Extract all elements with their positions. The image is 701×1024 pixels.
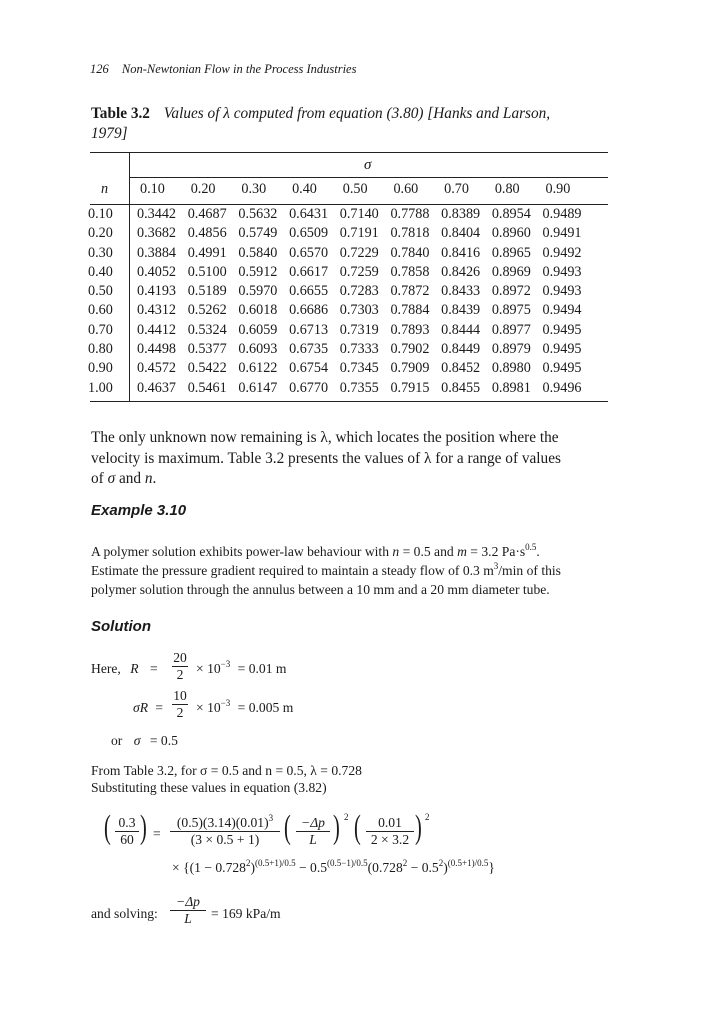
- table-cell: 0.4687: [187, 206, 227, 222]
- square-exponent-1: 2: [344, 812, 349, 822]
- table-cell: 0.4052: [137, 263, 177, 280]
- table-cell: 0.3884: [137, 244, 177, 261]
- table-cell: 0.7840: [390, 244, 430, 261]
- table-cell: 0.4312: [137, 302, 177, 319]
- sigma-r-equation: σR =: [133, 700, 164, 715]
- table-caption-line1: Values of λ computed from equation (3.80) [Hanks and Larson,: [163, 105, 551, 122]
- from-table-line: From Table 3.2, for σ = 0.5 and n = 0.5, λ = 0.728: [91, 763, 362, 778]
- table-cell: 0.6509: [289, 225, 329, 242]
- table-cell: 0.8965: [491, 244, 531, 261]
- equation-equals: =: [153, 826, 161, 841]
- table-cell: 0.6147: [238, 379, 278, 396]
- table-cell: 0.7303: [339, 302, 379, 319]
- table-body: [88, 205, 593, 398]
- table-cell: 0.8981: [491, 379, 531, 396]
- table-cell: 0.8979: [491, 341, 531, 358]
- table-cell: 0.6686: [289, 302, 329, 319]
- table-cell: 0.8954: [491, 206, 531, 222]
- table-row: [88, 340, 593, 359]
- table-cell: 0.8977: [491, 321, 531, 338]
- table-sigma-values: [140, 181, 596, 198]
- table-cell: 0.4637: [137, 379, 177, 396]
- table-cell: 0.6122: [238, 360, 278, 377]
- table-cell: 0.8449: [441, 341, 481, 358]
- table-row-n: 0.20: [88, 225, 113, 242]
- table-cell: 0.6018: [238, 302, 278, 319]
- table-cell: 0.5749: [238, 225, 278, 242]
- left-paren-1: (: [104, 809, 111, 846]
- body-line2: velocity is maximum. Table 3.2 presents the values of λ for a range of values: [91, 449, 561, 467]
- table-cell: 0.9491: [542, 225, 582, 242]
- r-equation: Here, R =: [91, 661, 158, 676]
- table-cell: 0.4193: [137, 283, 177, 300]
- table-bottom-rule: [90, 401, 608, 402]
- table-cell: 0.7902: [390, 341, 430, 358]
- example-line1: A polymer solution exhibits power-law behaviour with n = 0.5 and m = 3.2 $Pa\cdot s^{0.5}$.: [91, 542, 540, 559]
- table-row-n: 0.60: [88, 302, 113, 319]
- table-row: [88, 301, 593, 320]
- table-cell: 0.5100: [187, 263, 227, 280]
- sigma-r-result: × $10^{-3} = 0.005$ m: [196, 698, 294, 715]
- sigma-equation: or σ = 0.5: [111, 733, 178, 748]
- solution-heading: Solution: [91, 618, 151, 635]
- table-cell: 0.7319: [339, 321, 379, 338]
- table-cell: 0.6570: [289, 244, 329, 261]
- book-title: Non-Newtonian Flow in the Process Industries: [121, 62, 357, 76]
- table-cell: 0.3682: [137, 225, 177, 242]
- body-line3: of σ and n.: [91, 470, 157, 487]
- solving-label: and solving:: [91, 906, 158, 921]
- left-paren-3: (: [354, 809, 361, 846]
- table-sigma-value: 0.90: [545, 181, 571, 197]
- right-paren-1: ): [140, 809, 147, 846]
- table-cell: 0.6617: [289, 263, 329, 280]
- table-cell: 0.6713: [289, 321, 329, 338]
- solve-result: = 169 kPa/m: [211, 906, 281, 921]
- table-cell: 0.7259: [339, 263, 379, 280]
- table-cell: 0.8980: [491, 360, 531, 377]
- table-row: [88, 321, 593, 340]
- table-cell: 0.9495: [542, 360, 582, 377]
- table-cell: 0.9493: [542, 283, 582, 300]
- body-paragraph: [91, 428, 609, 490]
- table-cell: 0.8433: [441, 283, 481, 300]
- table-cell: 0.8975: [491, 302, 531, 319]
- r-fraction: $\frac{20}{2}$: [173, 650, 187, 682]
- table-cell: 0.8455: [441, 379, 481, 396]
- table-caption-line2: 1979]: [91, 125, 128, 142]
- coefficient-fraction: $\frac{(0.5)(3.14)(0.01)^3}{(3 \times 0.5 + 1)}$: [170, 815, 280, 848]
- table-row-n: 0.90: [88, 360, 113, 377]
- table-row-n: 0.50: [88, 283, 113, 300]
- dp-fraction: $\frac{-\Delta p}{L}$: [296, 815, 330, 848]
- table-header-row: [88, 181, 596, 198]
- table-sigma-value: 0.40: [292, 181, 317, 197]
- table-row: [88, 282, 593, 301]
- table-sigma-value: 0.60: [393, 181, 419, 197]
- page-number: 126: [90, 62, 109, 76]
- table-cell: 0.6754: [289, 360, 329, 377]
- table-cell: 0.4572: [137, 360, 177, 377]
- substituting-line: Substituting these values in equation (3.82): [91, 780, 327, 795]
- example-line2: Estimate the pressure gradient required to maintain a steady flow of 0.3 $m^3/\min$ of this: [91, 561, 561, 578]
- table-cell: 0.7915: [390, 379, 430, 396]
- table-cell: 0.9489: [542, 206, 582, 222]
- table-cell: 0.8969: [491, 263, 531, 280]
- table-cell: 0.7333: [339, 341, 379, 358]
- table-cell: 0.9495: [542, 341, 582, 358]
- table-cell: 0.5189: [187, 283, 227, 300]
- radius-fraction: $\frac{0.01}{2 \times 3.2}$: [366, 815, 414, 848]
- table-cell: 0.8389: [441, 206, 481, 222]
- table-cell: 0.7858: [390, 263, 430, 280]
- table-row: [88, 359, 593, 378]
- right-paren-2: ): [333, 809, 340, 846]
- table-cell: 0.7345: [339, 360, 379, 377]
- table-sigma-value: 0.10: [140, 181, 165, 197]
- table-cell: 0.8972: [491, 283, 531, 300]
- left-paren-2: (: [284, 809, 291, 846]
- table-top-rule: [90, 152, 608, 153]
- table-cell: 0.5970: [238, 283, 278, 300]
- flow-fraction: $\frac{0.3}{60}$: [115, 815, 139, 848]
- table-cell: 0.5377: [187, 341, 227, 358]
- table-cell: 0.9496: [542, 379, 582, 396]
- body-line1: The only unknown now remaining is λ, which locates the position where the: [91, 429, 559, 446]
- table-cell: 0.9492: [542, 244, 582, 261]
- table-cell: 0.7788: [390, 206, 430, 222]
- square-exponent-2: 2: [425, 812, 430, 822]
- table-cell: 0.8404: [441, 225, 481, 242]
- table-cell: 0.4498: [137, 341, 177, 358]
- table-cell: 0.5461: [187, 379, 227, 396]
- table-cell: 0.9495: [542, 321, 582, 338]
- table-sigma-value: 0.80: [494, 181, 520, 197]
- table-row: [88, 244, 593, 263]
- table-sigma-value: 0.50: [342, 181, 368, 197]
- table-cell: 0.5262: [187, 302, 227, 319]
- table-cell: 0.7140: [339, 206, 379, 222]
- table-cell: 0.4991: [187, 244, 227, 261]
- table-cell: 0.7818: [390, 225, 430, 242]
- table-cell: 0.7283: [339, 283, 379, 300]
- table-cell: 0.8960: [491, 225, 531, 242]
- table-label: Table 3.2: [91, 105, 150, 122]
- table-cell: 0.5912: [238, 263, 278, 280]
- table-n-heading: n: [100, 181, 109, 197]
- table-cell: 0.7893: [390, 321, 430, 338]
- table-cell: 0.9493: [542, 263, 582, 280]
- table-cell: 0.7909: [390, 360, 430, 377]
- table-row-n: 0.40: [88, 263, 113, 280]
- table-sigma-value: 0.70: [444, 181, 469, 197]
- table-cell: 0.8416: [441, 244, 481, 261]
- table-cell: 0.8452: [441, 360, 481, 377]
- table-cell: 0.9494: [542, 302, 582, 319]
- running-header: [90, 62, 356, 77]
- table-cell: 0.5324: [187, 321, 227, 338]
- bracket-expression: × $\{(1 - 0.728^2)^{(0.5+1)/0.5} - 0.5^{(0.5-1)/0.5}(0.728^2 - 0.5^2)^{(0.5+1)/0.5}\}$: [172, 858, 495, 875]
- example-text: [91, 542, 611, 599]
- table-cell: 0.8444: [441, 321, 481, 338]
- solve-fraction: $\frac{-\Delta p}{L}$: [170, 894, 206, 927]
- table-row: [88, 205, 593, 224]
- table-cell: 0.4856: [187, 225, 227, 242]
- table-cell: 0.3442: [137, 206, 177, 222]
- table-cell: 0.5422: [187, 360, 227, 377]
- table-cell: 0.5632: [238, 206, 278, 222]
- table-cell: 0.6655: [289, 283, 329, 300]
- table-cell: 0.8426: [441, 263, 481, 280]
- table-cell: 0.8439: [441, 302, 481, 319]
- table-row-n: 0.30: [88, 244, 113, 261]
- table-row: [88, 224, 593, 243]
- table-cell: 0.7355: [339, 379, 379, 396]
- table-cell: 0.6735: [289, 341, 329, 358]
- table-cell: 0.7872: [390, 283, 430, 300]
- table-row: [88, 263, 593, 282]
- table-cell: 0.6059: [238, 321, 278, 338]
- sigma-r-fraction: $\frac{10}{2}$: [173, 688, 187, 720]
- right-paren-3: ): [415, 809, 422, 846]
- r-result: × $10^{-3} = 0.01$ m: [196, 659, 287, 676]
- table-cell: 0.5840: [238, 244, 278, 261]
- table-cell: 0.6431: [289, 206, 329, 222]
- table-cell: 0.7229: [339, 244, 379, 261]
- table-caption: [91, 104, 550, 144]
- table-row-n: 1.00: [88, 379, 113, 396]
- table-sigma-value: 0.30: [241, 181, 267, 197]
- table-cell: 0.4412: [137, 321, 177, 338]
- table-sigma-heading: σ: [364, 157, 372, 173]
- table-row: [88, 379, 593, 398]
- table-sigma-value: 0.20: [190, 181, 216, 197]
- example-line3: polymer solution through the annulus between a 10 mm and a 20 mm diameter tube.: [91, 582, 550, 597]
- table-cell: 0.7884: [390, 302, 430, 319]
- table-row-n: 0.10: [88, 206, 113, 222]
- table-cell: 0.6093: [238, 341, 278, 358]
- table-cell: 0.7191: [339, 225, 379, 242]
- table-row-n: 0.80: [88, 341, 113, 358]
- example-heading: Example 3.10: [91, 502, 187, 519]
- table-sigma-rule: [129, 177, 608, 178]
- table-row-n: 0.70: [88, 321, 113, 338]
- table-cell: 0.6770: [289, 379, 329, 396]
